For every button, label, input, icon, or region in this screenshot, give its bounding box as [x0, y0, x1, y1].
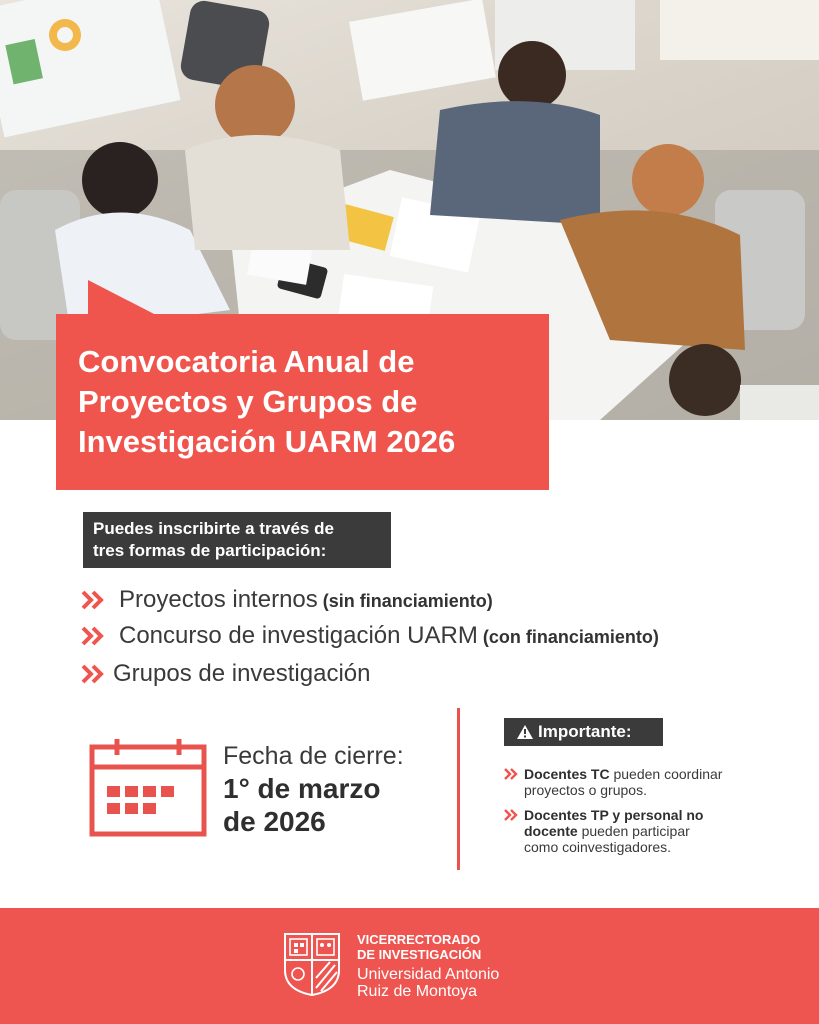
- note-2-rest: pueden participar: [577, 823, 690, 839]
- participation-item-note: (sin financiamiento): [322, 591, 493, 611]
- list-item: [80, 622, 659, 650]
- participation-item-main: Proyectos internos: [119, 586, 318, 613]
- closing-date-value: [223, 772, 380, 838]
- footer-org-line-2: DE INVESTIGACIÓN: [357, 947, 482, 962]
- footer-org-line-1: VICERRECTORADO: [357, 932, 481, 947]
- page-title-line-3: Investigación UARM 2026: [78, 424, 456, 459]
- note-2-bold-2: docente: [524, 823, 578, 839]
- intro-line-1: Puedes inscribirte a través de: [93, 519, 334, 538]
- note-1-rest: pueden coordinar: [609, 766, 723, 782]
- note-1-line-1: [524, 766, 722, 782]
- warning-icon: [516, 724, 534, 740]
- vertical-divider: [457, 708, 460, 870]
- participation-item-main: Grupos de investigación: [113, 660, 371, 687]
- page-title-line-2: Proyectos y Grupos de: [78, 384, 418, 419]
- calendar-icon: [89, 737, 207, 837]
- title-box: [56, 314, 549, 490]
- important-title: Importante:: [538, 722, 632, 741]
- double-chevron-right-icon: [504, 768, 518, 780]
- footer-vicerrectorado: [357, 932, 481, 962]
- double-chevron-right-icon: [80, 589, 106, 611]
- list-item: [80, 660, 370, 688]
- note-1-bold: Docentes TC: [524, 766, 610, 782]
- intro-line-2: tres formas de participación:: [93, 541, 327, 560]
- footer-university-name: [357, 966, 499, 1000]
- closing-date-line-2: de 2026: [223, 806, 326, 837]
- important-note-1: [504, 766, 722, 798]
- university-shield-logo-icon: [283, 932, 341, 996]
- note-2-bold-1: Docentes TP y personal no: [524, 807, 704, 823]
- footer-uni-line-1: Universidad Antonio: [357, 966, 500, 983]
- participation-item-note: (con financiamiento): [482, 627, 659, 647]
- double-chevron-right-icon: [80, 663, 106, 685]
- title-tab-decoration: [88, 280, 158, 316]
- note-2-line-1: [524, 807, 703, 823]
- note-2-line-2: [524, 823, 703, 839]
- important-note-2: [504, 807, 703, 855]
- double-chevron-right-icon: [80, 625, 106, 647]
- page-title-line-1: Convocatoria Anual de: [78, 344, 415, 379]
- footer-uni-line-2: Ruiz de Montoya: [357, 983, 478, 1000]
- note-2-line-3: como coinvestigadores.: [524, 839, 672, 855]
- double-chevron-right-icon: [504, 809, 518, 821]
- closing-date-label: Fecha de cierre:: [223, 742, 404, 770]
- important-badge: [504, 718, 663, 746]
- closing-date-line-1: 1° de marzo: [223, 773, 381, 804]
- participation-intro-label: [83, 512, 391, 568]
- participation-item-main: Concurso de investigación UARM: [119, 622, 478, 649]
- note-1-line-2: proyectos o grupos.: [524, 782, 647, 798]
- list-item: [80, 586, 493, 614]
